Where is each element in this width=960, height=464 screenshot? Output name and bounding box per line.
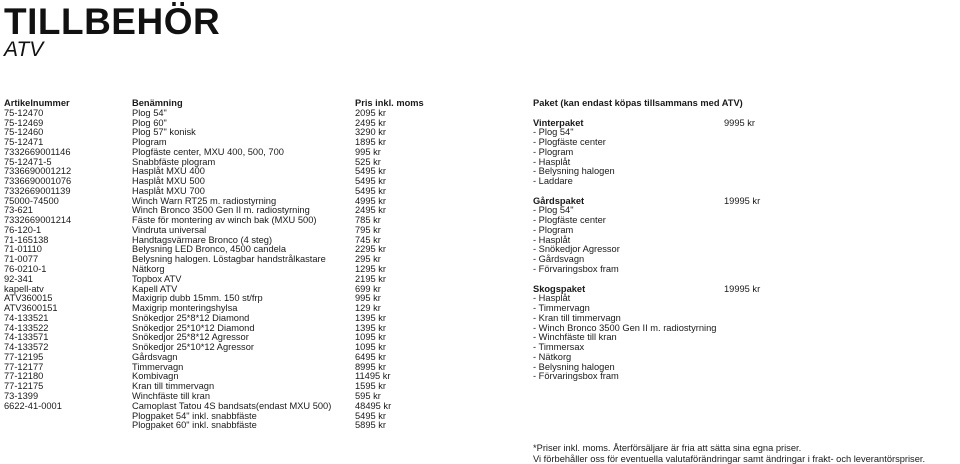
package-item: - Belysning halogen [533,361,615,372]
package-block [533,119,953,187]
name-cell: Topbox ATV [132,273,182,284]
name-cell: Kran till timmervagn [132,381,215,392]
footnote-price-note: *Priser inkl. moms. Återförsäljare är fria att sätta sina egna priser. [533,443,802,453]
article-cell: 7336690001076 [4,176,72,187]
article-cell: 75-12470 [4,107,44,118]
name-cell: Hasplåt MXU 500 [132,176,205,187]
name-cell: Belysning halogen. Löstagbar handstrålkastare [132,254,326,265]
package-item: - Kran till timmervagn [533,312,621,323]
article-cell [4,421,132,431]
package-header: Paket (kan endast köpas tillsammans med ATV) [533,98,743,108]
name-cell: Winchfäste till kran [132,390,211,401]
name-cell: Camoplast Tatou 4S bandsats(endast MXU 500) [132,400,332,411]
package-title-row [533,197,953,207]
article-cell: 77-12177 [4,361,44,372]
article-cell: 77-12175 [4,381,44,392]
article-cell: 76-0210-1 [4,264,47,275]
package-name: Gårdspaket [533,195,585,206]
footnotes [533,443,925,464]
article-cell: ATV360015 [4,293,53,304]
article-cell: 7332669001139 [4,185,71,196]
price-cell: 2095 kr [355,107,387,118]
table-body [4,109,435,431]
price-cell: 595 kr [355,390,381,401]
article-cell: 7336690001212 [4,166,72,177]
price-cell: 295 kr [355,254,381,265]
page-subtitle: ATV [4,38,44,61]
name-cell: Plogpaket 54" inkl. snabbfäste [132,410,257,421]
article-cell: 73-621 [4,205,33,216]
package-item: - Plog 54" [533,127,574,138]
price-cell: 1395 kr [355,322,387,333]
name-cell: Kapell ATV [132,283,178,294]
name-cell: Plogfäste center, MXU 400, 500, 700 [132,146,284,157]
article-cell: 77-12180 [4,371,44,382]
page-title: TILLBEHÖR [4,1,221,42]
article-cell: 71-01110 [4,244,42,255]
footnote-disclaimer: Vi förbehåller oss för eventuella valutaförändringar samt ändringar i frakt- och leverantörspriser. [533,453,926,464]
price-cell: 4995 kr [355,195,387,206]
price-cell: 1095 kr [355,342,387,353]
article-cell: 75-12471 [4,137,44,148]
name-cell: Nätkorg [132,264,165,275]
name-cell: Vindruta universal [132,224,207,235]
article-cell: 74-133521 [4,312,49,323]
price-cell: 2195 kr [355,273,387,284]
article-cell: 75-12471-5 [4,156,52,167]
package-item: - Winch Bronco 3500 Gen II m. radiostyrning [533,322,717,333]
name-cell: Timmervagn [132,361,184,372]
package-title-row [533,285,953,295]
name-cell: Winch Warn RT25 m. radiostyrning [132,195,277,206]
package-item: - Belysning halogen [533,166,615,177]
price-cell: 8995 kr [355,361,387,372]
price-cell: 2295 kr [355,244,387,255]
package-item: - Snökedjor Agressor [533,244,620,255]
package-list [533,119,953,383]
package-item: - Gårdsvagn [533,254,585,265]
price-cell: 1595 kr [355,381,387,392]
name-cell: Hasplåt MXU 700 [132,185,205,196]
package-item: - Hasplåt [533,156,571,167]
header-article: Artikelnummer [4,98,70,108]
price-cell: 11495 kr [355,371,391,382]
price-cell: 6495 kr [355,351,387,362]
header-name: Benämning [132,98,183,108]
package-section [533,99,953,382]
price-cell: 785 kr [355,215,381,226]
article-cell: 7332669001146 [4,146,71,157]
name-cell: Plogram [132,137,167,148]
package-item: - Plogram [533,146,574,157]
name-cell: Kombivagn [132,371,179,382]
price-cell: 5495 kr [355,176,387,187]
package-name: Skogspaket [533,283,586,294]
package-name: Vinterpaket [533,117,584,128]
article-cell: 71-0077 [4,254,39,265]
article-cell [4,412,132,422]
package-item: - Timmervagn [533,303,590,314]
package-title-row [533,119,953,129]
table-row [4,421,435,431]
price-cell: 1295 kr [355,264,387,275]
price-cell: 2495 kr [355,117,387,128]
article-cell: 76-120-1 [4,224,42,235]
name-cell: Handtagsvärmare Bronco (4 steg) [132,234,273,245]
name-cell: Snabbfäste plogram [132,156,216,167]
package-price: 19995 kr [724,195,761,206]
price-cell: 525 kr [355,156,381,167]
price-cell: 5495 kr [355,166,387,177]
name-cell: Snökedjor 25*10*12 Agressor [132,342,254,353]
package-price: 19995 kr [724,283,761,294]
price-cell: 1395 kr [355,312,387,323]
price-cell: 795 kr [355,224,381,235]
article-cell: kapell-atv [4,283,44,294]
name-cell: Hasplåt MXU 400 [132,166,205,177]
package-item: - Förvaringsbox fram [533,371,619,382]
price-cell: 5495 kr [355,185,387,196]
price-cell: 699 kr [355,283,381,294]
article-cell: 75-12460 [4,127,44,138]
article-cell: 6622-41-0001 [4,400,62,411]
article-cell: 92-341 [4,273,33,284]
article-cell: 74-133522 [4,322,49,333]
name-cell: Belysning LED Bronco, 4500 candela [132,244,287,255]
name-cell: Fäste för montering av winch bak (MXU 500) [132,215,317,226]
package-block [533,197,953,275]
price-cell: 48495 kr [355,400,392,411]
article-cell: 73-1399 [4,390,39,401]
price-cell: 5895 kr [355,420,387,431]
name-cell: Winch Bronco 3500 Gen II m. radiostyrning [132,205,310,216]
header-price: Pris inkl. moms [355,98,424,108]
name-cell: Snökedjor 25*8*12 Diamond [132,312,250,323]
accessories-table [4,99,435,431]
price-cell: 1895 kr [355,137,387,148]
package-block [533,285,953,383]
name-cell: Maxigrip dubb 15mm. 150 st/frp [132,293,263,304]
name-cell: Plogpaket 60" inkl. snabbfäste [132,420,257,431]
package-item: - Winchfäste till kran [533,332,617,343]
package-item: - Plogram [533,224,574,235]
article-cell: 75-12469 [4,117,44,128]
package-item: - Hasplåt [533,293,571,304]
package-item: - Förvaringsbox fram [533,264,619,275]
name-cell: Gårdsvagn [132,351,178,362]
price-cell: 5495 kr [355,410,387,421]
package-item: - Plogfäste center [533,215,606,226]
price-cell: 745 kr [355,234,381,245]
price-cell: 995 kr [355,146,381,157]
price-cell: 995 kr [355,293,381,304]
article-cell: 75000-74500 [4,195,59,206]
price-cell: 1095 kr [355,332,387,343]
price-cell: 2495 kr [355,205,387,216]
article-cell: 74-133572 [4,342,49,353]
name-cell: Plog 54" [132,107,167,118]
price-cell: 129 kr [355,303,381,314]
name-cell: Plog 60" [132,117,167,128]
article-cell: 74-133571 [4,332,49,343]
name-cell: Plog 57" konisk [132,127,196,138]
article-cell: ATV3600151 [4,303,58,314]
name-cell: Snökedjor 25*10*12 Diamond [132,322,255,333]
name-cell: Snökedjor 25*8*12 Agressor [132,332,249,343]
package-item: - Timmersax [533,342,585,353]
package-item: - Plogfäste center [533,137,606,148]
package-item: - Plog 54" [533,205,574,216]
name-cell: Maxigrip monteringshylsa [132,303,238,314]
article-cell: 77-12195 [4,351,44,362]
package-price: 9995 kr [724,117,756,128]
article-cell: 7332669001214 [4,215,72,226]
package-item: - Nätkorg [533,351,572,362]
price-cell: 3290 kr [355,127,387,138]
package-item: - Laddare [533,176,573,187]
package-item: - Hasplåt [533,234,571,245]
article-cell: 71-165138 [4,234,49,245]
